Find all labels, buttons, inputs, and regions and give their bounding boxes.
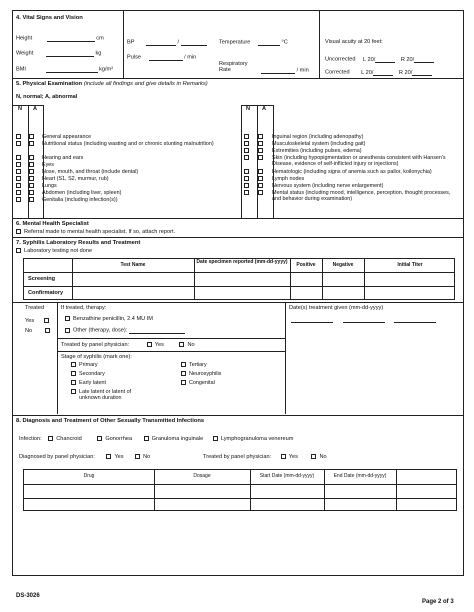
mental-referral-checkbox-row[interactable]: Referral made to mental health specialist. If so, attach report. [16, 229, 175, 235]
treated-no-checkbox[interactable] [45, 328, 50, 333]
physical-right-label: Inguinal region (including adenopathy) [272, 134, 364, 140]
chancroid-checkbox[interactable] [48, 436, 53, 441]
normal-checkbox[interactable] [16, 169, 21, 174]
section-title-physical: 5. Physical Examination [16, 81, 83, 87]
stage-option[interactable]: Tertiary [181, 362, 207, 368]
physical-right-item [244, 141, 452, 147]
abnormal-checkbox[interactable] [29, 162, 34, 167]
syphilis-results-table [23, 258, 455, 300]
section-title-mental: 6. Mental Health Specialist [16, 221, 89, 227]
form-page [12, 10, 464, 576]
normal-checkbox[interactable] [244, 190, 249, 195]
bp-field[interactable]: BP / [127, 39, 207, 46]
respiratory-rate-field[interactable]: / min [261, 67, 309, 74]
syphilis-panel-no-checkbox[interactable] [179, 342, 184, 347]
uncorrected-field[interactable]: Uncorrected L 20/ R 20/ [325, 56, 434, 63]
abnormal-checkbox[interactable] [29, 141, 34, 146]
treated-yes-row[interactable]: Yes [25, 318, 52, 324]
physical-right-item [244, 169, 452, 175]
physical-right-label: Hematologic (including signs of anemia such as pallor, koilonychia) [272, 169, 432, 175]
bmi-field[interactable]: BMI kg/m² [16, 66, 114, 73]
physical-right-label: Skin (including hypopigmentation or anesthesia consistent with Hansen's Disease, evidence of self-inflicted injury or injections) [272, 155, 446, 168]
normal-checkbox[interactable] [244, 183, 249, 188]
treated-label: Treated [25, 305, 45, 311]
other-therapy-checkbox[interactable] [65, 328, 70, 333]
lab-not-done-row[interactable]: Laboratory testing not done [16, 248, 92, 254]
normal-abnormal-legend: N, normal; A, abnormal [16, 94, 78, 100]
stage-checkbox[interactable] [71, 389, 76, 394]
stage-checkbox[interactable] [181, 371, 186, 376]
sti-diagnosed-no-checkbox[interactable] [135, 454, 140, 459]
physical-left-label: Heart (S1, S2, murmur, rub) [42, 176, 109, 182]
referral-checkbox[interactable] [16, 229, 21, 234]
abnormal-checkbox[interactable] [29, 197, 34, 202]
normal-checkbox[interactable] [16, 134, 21, 139]
normal-checkbox[interactable] [16, 197, 21, 202]
abnormal-checkbox[interactable] [258, 148, 263, 153]
stage-checkbox[interactable] [181, 380, 186, 385]
treated-no-row[interactable]: No [25, 328, 53, 334]
physical-left-label: Nose, mouth, and throat (include dental) [42, 169, 139, 175]
header-end-date: End Date (mm-dd-yyyy) [333, 473, 387, 479]
therapy-benzathine-row[interactable]: Benzathine penicillin, 2.4 MU IM [65, 316, 153, 322]
physical-right-label: Mental status (including mood, intelligence, perception, thought processes, and behavior during examination) [272, 190, 451, 203]
sti-treated-no-checkbox[interactable] [311, 454, 316, 459]
abnormal-checkbox[interactable] [29, 155, 34, 160]
normal-checkbox[interactable] [244, 148, 249, 153]
syphilis-section [13, 237, 463, 415]
abnormal-checkbox[interactable] [29, 190, 34, 195]
stage-checkbox[interactable] [71, 371, 76, 376]
abnormal-checkbox[interactable] [29, 183, 34, 188]
abnormal-checkbox[interactable] [258, 134, 263, 139]
infection-row: Infection: Chancroid Gonorrhea Granuloma inguinale Lymphogranuloma venereum [19, 436, 294, 442]
physical-right-label: Lymph nodes [272, 176, 305, 182]
temperature-field[interactable]: Temperature °C [219, 39, 288, 46]
pulse-field[interactable]: Pulse / min [127, 54, 197, 61]
physical-left-item [16, 190, 222, 196]
treated-yes-checkbox[interactable] [44, 318, 49, 323]
physical-right-item [244, 155, 452, 167]
physical-left-item [16, 162, 222, 168]
header-drug: Drug [83, 473, 95, 479]
stage-option[interactable]: Primary [71, 362, 139, 368]
section-title-syphilis: 7. Syphilis Laboratory Results and Treatment [16, 240, 141, 246]
sti-section [13, 415, 463, 577]
physical-left-label: General appearance [42, 134, 92, 140]
physical-right-label: Extremities (including pulses, edema) [272, 148, 362, 154]
gonorrhea-checkbox[interactable] [97, 436, 102, 441]
row-confirmatory: Confirmatory [28, 290, 64, 296]
physical-left-item [16, 183, 222, 189]
stage-option[interactable]: Neurosyphilis [181, 371, 221, 377]
stage-option[interactable]: Early latent [71, 380, 139, 386]
benzathine-checkbox[interactable] [65, 316, 70, 321]
lymphogranuloma-checkbox[interactable] [213, 436, 218, 441]
physical-right-item [244, 190, 452, 202]
granuloma-checkbox[interactable] [144, 436, 149, 441]
section-title-sti: 8. Diagnosis and Treatment of Other Sexually Transmitted Infections [16, 418, 205, 424]
physical-right-item [244, 148, 452, 154]
syphilis-panel-row[interactable]: Treated by panel physician: Yes No [61, 342, 195, 348]
physical-right-item [244, 134, 452, 140]
physical-left-item [16, 176, 222, 182]
normal-checkbox[interactable] [244, 155, 249, 160]
normal-checkbox[interactable] [244, 141, 249, 146]
physical-left-item [16, 197, 222, 203]
header-test-name: Test Name [120, 262, 146, 268]
header-positive: Positive [296, 262, 316, 268]
physical-right-label: Musculoskeletal system (including gait) [272, 141, 366, 147]
abnormal-checkbox[interactable] [29, 169, 34, 174]
sti-treated-row: Treated by panel physician: Yes No [203, 454, 327, 460]
weight-field[interactable]: Weight kg [16, 50, 102, 57]
stage-checkbox[interactable] [71, 362, 76, 367]
mental-health-section [13, 218, 463, 237]
normal-checkbox[interactable] [244, 169, 249, 174]
physical-right-item [244, 183, 452, 189]
stage-checkbox[interactable] [181, 362, 186, 367]
lab-not-done-checkbox[interactable] [16, 248, 21, 253]
header-start-date: Start Date (mm-dd-yyyy) [259, 473, 315, 479]
physical-left-label: Lungs [42, 183, 57, 189]
physical-left-item [16, 169, 222, 175]
section-title-vitals: 4. Vital Signs and Vision [16, 15, 83, 21]
abnormal-checkbox[interactable] [258, 169, 263, 174]
abnormal-checkbox[interactable] [29, 176, 34, 181]
physical-left-item [16, 155, 222, 161]
stage-option[interactable]: Late latent or latent of unknown duration [71, 389, 139, 401]
stage-option[interactable]: Congenital [181, 380, 215, 386]
sti-drug-table [23, 469, 457, 511]
stage-label: Stage of syphilis (mark one): [61, 354, 132, 360]
physical-right-label: Nervous system (including nerve enlargement) [272, 183, 384, 189]
visual-acuity-label: Visual acuity at 20 feet: [325, 39, 383, 45]
physical-left-label: Eyes [42, 162, 54, 168]
dates-treatment-label: Date(s) treatment given (mm-dd-yyyy) [289, 305, 384, 311]
height-field[interactable]: Height cm [16, 35, 104, 42]
physical-left-item [16, 134, 222, 140]
dates-treatment-fields[interactable] [291, 316, 436, 323]
abnormal-checkbox[interactable] [258, 190, 263, 195]
row-screening: Screening [28, 276, 56, 282]
physical-left-label: Genitalia (including infection(s)) [42, 197, 118, 203]
page-number: Page 2 of 3 [422, 599, 454, 605]
if-treated-label: If treated, therapy: [61, 305, 107, 311]
physical-left-label: Abdomen (including liver, spleen) [42, 190, 122, 196]
physical-left-item [16, 141, 222, 147]
physical-exam-section: 5. Physical Examination (include all findings and give details in Remarks) N, normal; A, abnormal N A N A General appearance Nutritional status (including wasting and or chronic stunting malnutrition) Hearing and ears Eyes Nose, mouth, and throat (include dental) Heart (S1, S2, murmur, rub) Lungs Abdomen (including liver, spleen) Genitalia (including infection(s)) Inguinal region (including adenopathy) Musculoskeletal system (including gait) Extremities (including pulses, edema) Skin (including hypopigmentation or anesthesia consistent with Hansen's Disease, evidence of self-inflicted injury or injections) Hematologic (including signs of anemia such as pallor, koilonychia) Lymph nodes Nervous system (including nerve enlargement) Mental status (including mood, intelligence, perception, thought processes, and behavior during examination) [13, 78, 463, 218]
sti-treated-yes-checkbox[interactable] [281, 454, 286, 459]
header-dosage: Dosage [193, 473, 211, 479]
normal-checkbox[interactable] [16, 183, 21, 188]
normal-checkbox[interactable] [244, 176, 249, 181]
header-initial-titer: Initial Titer [397, 262, 423, 268]
physical-left-label: Hearing and ears [42, 155, 84, 161]
stage-checkbox[interactable] [71, 380, 76, 385]
corrected-field[interactable]: Corrected L 20/ R 20/ [325, 69, 432, 76]
sti-diagnosed-row: Diagnosed by panel physician: Yes No [19, 454, 151, 460]
sti-diagnosed-yes-checkbox[interactable] [106, 454, 111, 459]
form-id: DS-3026 [16, 593, 40, 599]
abnormal-checkbox[interactable] [258, 141, 263, 146]
abnormal-checkbox[interactable] [29, 134, 34, 139]
physical-left-label: Nutritional status (including wasting and or chronic stunting malnutrition) [42, 141, 214, 147]
stage-option[interactable]: Secondary [71, 371, 139, 377]
respiratory-rate-label: Respiratory Rate [219, 61, 248, 74]
abnormal-checkbox[interactable] [258, 155, 263, 160]
normal-checkbox[interactable] [16, 141, 21, 146]
normal-checkbox[interactable] [244, 134, 249, 139]
abnormal-checkbox[interactable] [258, 183, 263, 188]
physical-right-item [244, 176, 452, 182]
normal-checkbox[interactable] [16, 155, 21, 160]
abnormal-checkbox[interactable] [258, 176, 263, 181]
syphilis-panel-yes-checkbox[interactable] [147, 342, 152, 347]
normal-checkbox[interactable] [16, 176, 21, 181]
header-negative: Negative [332, 262, 354, 268]
therapy-other-row[interactable]: Other (therapy, dose): [65, 327, 185, 334]
normal-checkbox[interactable] [16, 190, 21, 195]
normal-checkbox[interactable] [16, 162, 21, 167]
header-date-reported: Date specimen reported (mm-dd-yyyy) [196, 259, 288, 265]
